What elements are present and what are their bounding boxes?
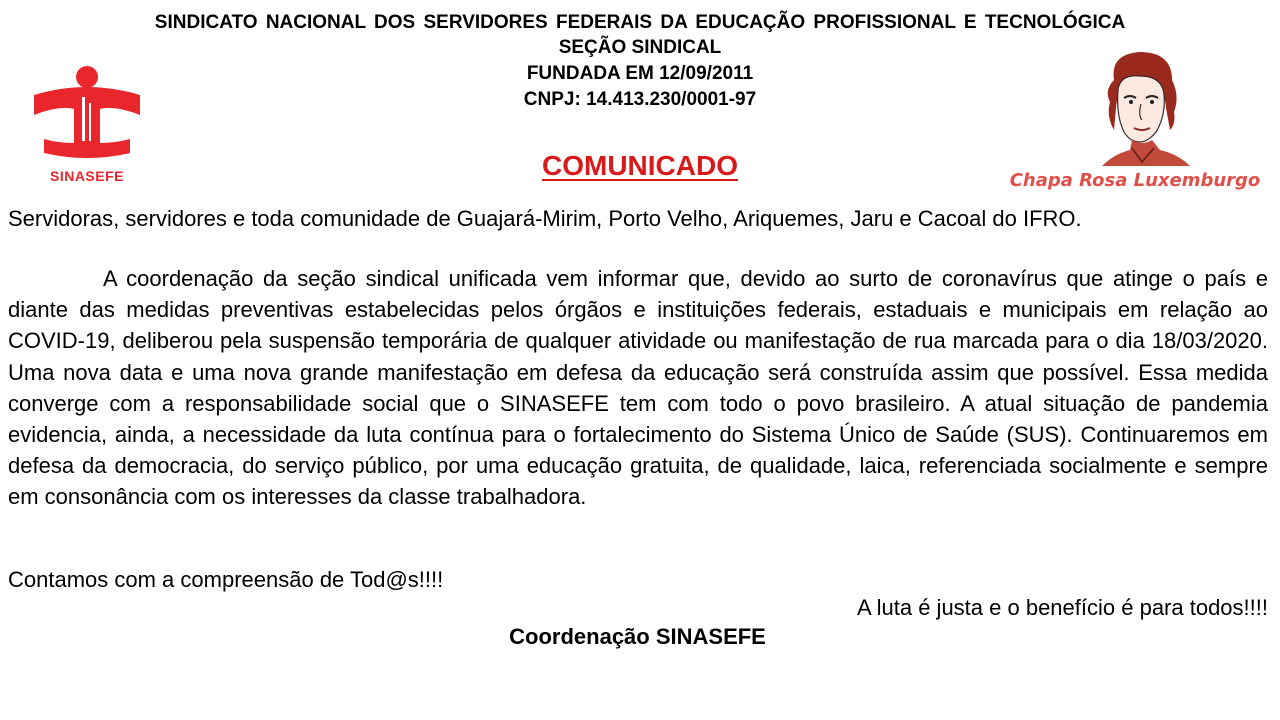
slate-name: Chapa Rosa Luxemburgo [1009,170,1261,191]
union-name: SINDICATO NACIONAL DOS SERVIDORES FEDERAIS DA EDUCAÇÃO PROFISSIONAL E TECNOLÓGICA [154,12,1126,33]
closing-text: Contamos com a compreensão de Tod@s!!!! [8,567,444,592]
cnpj-number: CNPJ: 14.413.230/0001-97 [523,89,757,110]
announcement-body: A coordenação da seção sindical unificada vem informar que, devido ao surto de coronavírus que atinge o país e diante das medidas preventivas estabelecidas pelos órgãos e instituições federais, estaduais e municipais em relação ao COVID-19, deliberou pela suspensão temporária de qualquer atividade ou manifestação de rua marcada para o dia 18/03/2020. Uma nova data e uma nova grande manifestação em defesa da educação será construída assim que possível. Essa medida converge com a responsabilidade social que o SINASEFE tem com todo o povo brasileiro. A atual situação de pandemia evidencia, ainda, a necessidade da luta contínua para o fortalecimento do Sistema Único de Saúde (SUS). Continuaremos em defesa da democracia, do serviço público, por uma educação gratuita, de qualidade, laica, referenciada socialmente e sempre em consonância com os interesses da classe trabalhadora. [8,266,1268,510]
rosa-luxemburg-portrait [1084,50,1196,166]
signature: Coordenação SINASEFE [509,624,766,649]
section-name: SEÇÃO SINDICAL [558,37,722,58]
motto-text: A luta é justa e o benefício é para todos!!!! [857,595,1268,620]
page-title: COMUNICADO [542,150,738,181]
founded-date: FUNDADA EM 12/09/2011 [526,63,754,84]
portrait-icon [1084,50,1196,166]
greeting-text: Servidoras, servidores e toda comunidade de Guajará-Mirim, Porto Velho, Ariquemes, Jaru e Cacoal do IFRO. [8,206,1082,231]
sinasefe-logo-text: SINASEFE [49,168,124,184]
